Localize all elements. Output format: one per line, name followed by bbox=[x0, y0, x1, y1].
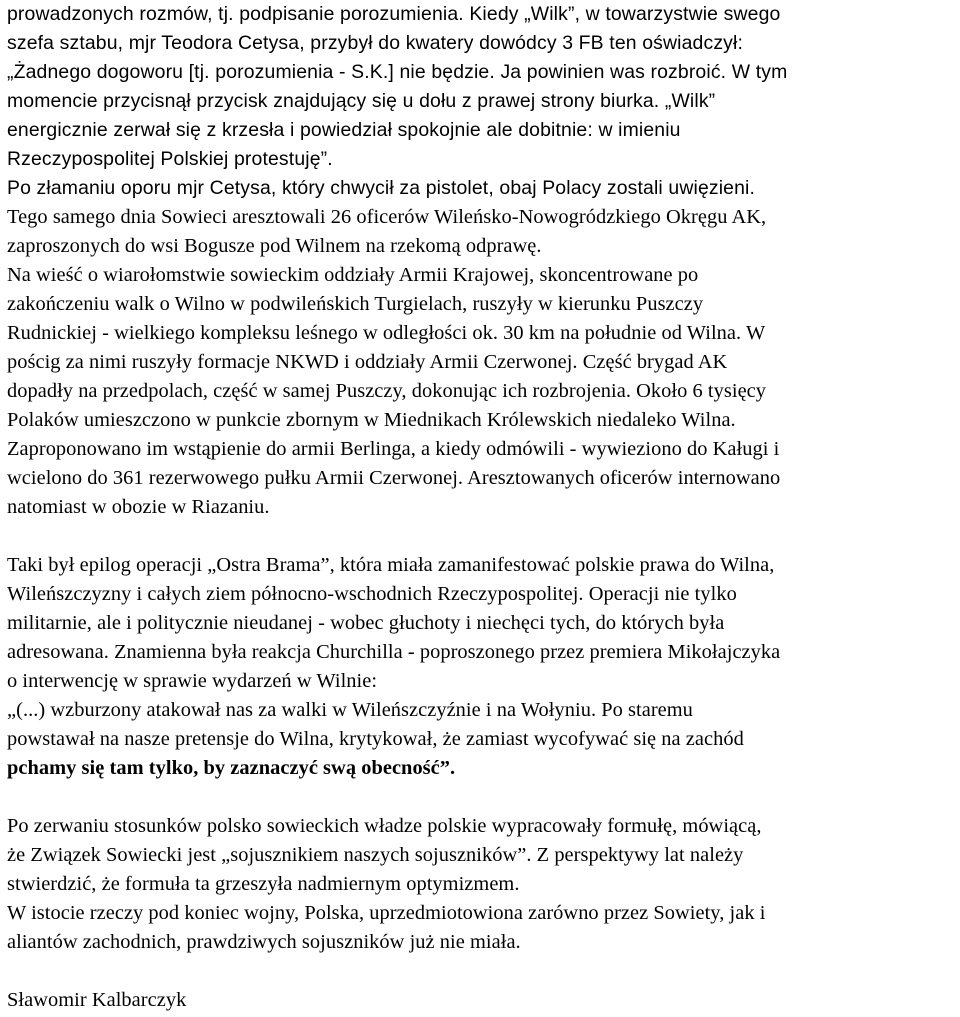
text-line: szefa sztabu, mjr Teodora Cetysa, przybył do kwatery dowódcy 3 FB ten oświadczył: bbox=[7, 32, 744, 54]
text-line: stwierdzić, że formuła ta grzeszyła nadmiernym optymizmem. bbox=[7, 873, 520, 895]
text-line: zaproszonych do wsi Bogusze pod Wilnem na rzekomą odprawę. bbox=[7, 235, 542, 257]
paragraph-spacer bbox=[7, 783, 955, 812]
text-line: Tego samego dnia Sowieci aresztowali 26 oficerów Wileńsko-Nowogródzkiego Okręgu AK, bbox=[7, 206, 767, 228]
document-body bbox=[7, 0, 955, 1015]
paragraph-spacer bbox=[7, 522, 955, 551]
paragraph-1 bbox=[7, 0, 955, 203]
text-line: energicznie zerwał się z krzesła i powiedział spokojnie ale dobitnie: w imieniu bbox=[7, 119, 681, 141]
quote-line-bold bbox=[7, 754, 955, 783]
paragraph-4 bbox=[7, 812, 955, 957]
text-line: zakończeniu walk o Wilno w podwileńskich Turgielach, ruszyły w kierunku Puszczy bbox=[7, 293, 704, 315]
text-line: Taki był epilog operacji „Ostra Brama”, która miała zamanifestować polskie prawa do Wilna, bbox=[7, 554, 775, 576]
text-line: Na wieść o wiarołomstwie sowieckim oddziały Armii Krajowej, skoncentrowane po bbox=[7, 264, 699, 286]
text-line: natomiast w obozie w Riazaniu. bbox=[7, 496, 270, 518]
text-line: Rudnickiej - wielkiego kompleksu leśnego w odległości ok. 30 km na południe od Wilna. W bbox=[7, 322, 766, 344]
text-line: Po zerwaniu stosunków polsko sowieckich władze polskie wypracowały formułę, mówiącą, bbox=[7, 815, 762, 837]
text-line: aliantów zachodnich, prawdziwych sojuszników już nie miała. bbox=[7, 931, 521, 953]
text-line: Polaków umieszczono w punkcie zbornym w Miednikach Królewskich niedaleko Wilna. bbox=[7, 409, 736, 431]
author-signature: Sławomir Kalbarczyk bbox=[7, 989, 187, 1011]
text-line: o interwencję w sprawie wydarzeń w Wilnie: bbox=[7, 670, 378, 692]
quote-line: „(...) wzburzony atakował nas za walki w Wileńszczyźnie i na Wołyniu. Po staremu bbox=[7, 699, 693, 721]
text-line: że Związek Sowiecki jest „sojusznikiem naszych sojuszników”. Z perspektywy lat należy bbox=[7, 844, 744, 866]
text-line: Zaproponowano im wstąpienie do armii Berlinga, a kiedy odmówili - wywieziono do Kaługi i bbox=[7, 438, 780, 460]
text-line: Po złamaniu oporu mjr Cetysa, który chwycił za pistolet, obaj Polacy zostali uwięzieni. bbox=[7, 177, 756, 199]
paragraph-spacer bbox=[7, 957, 955, 986]
text-line: militarnie, ale i politycznie nieudanej - wobec głuchoty i niechęci tych, do których była bbox=[7, 612, 725, 634]
text-line: prowadzonych rozmów, tj. podpisanie porozumienia. Kiedy „Wilk”, w towarzystwie swego bbox=[7, 3, 781, 25]
text-line: „Żadnego dogoworu [tj. porozumienia - S.K.] nie będzie. Ja powinien was rozbroić. W tym bbox=[7, 61, 788, 83]
paragraph-2 bbox=[7, 203, 955, 522]
bold-quote-text: pchamy się tam tylko, by zaznaczyć swą obecność”. bbox=[7, 757, 456, 779]
text-line: momencie przycisnął przycisk znajdujący się u dołu z prawej strony biurka. „Wilk” bbox=[7, 90, 716, 112]
paragraph-3 bbox=[7, 551, 955, 783]
text-line: Rzeczypospolitej Polskiej protestuję”. bbox=[7, 148, 333, 170]
text-line: Wileńszczyzny i całych ziem północno-wschodnich Rzeczypospolitej. Operacji nie tylko bbox=[7, 583, 737, 605]
text-line: wcielono do 361 rezerwowego pułku Armii Czerwonej. Aresztowanych oficerów internowano bbox=[7, 467, 781, 489]
text-line: pościg za nimi ruszyły formacje NKWD i oddziały Armii Czerwonej. Część brygad AK bbox=[7, 351, 728, 373]
text-line: dopadły na przedpolach, część w samej Puszczy, dokonując ich rozbrojenia. Około 6 tysięcy bbox=[7, 380, 767, 402]
text-line: W istocie rzeczy pod koniec wojny, Polska, uprzedmiotowiona zarówno przez Sowiety, jak i bbox=[7, 902, 766, 924]
text-line: adresowana. Znamienna była reakcja Churchilla - poproszonego przez premiera Mikołajczyka bbox=[7, 641, 781, 663]
quote-line: powstawał na nasze pretensje do Wilna, krytykował, że zamiast wycofywać się na zachód bbox=[7, 728, 744, 750]
